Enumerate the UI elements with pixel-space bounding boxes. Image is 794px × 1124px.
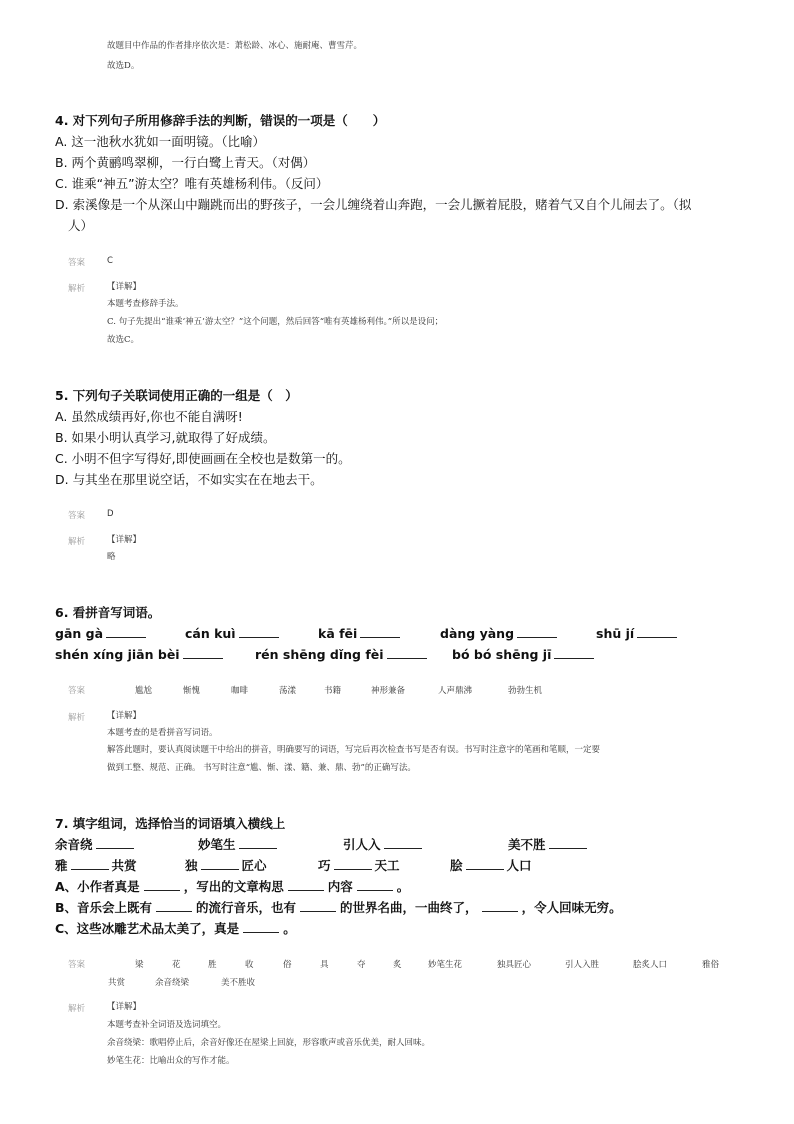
q7-answer-11: 引人入胜 — [565, 960, 600, 970]
q6-answer-1: 尴尬 — [135, 686, 153, 696]
q7-blank-3[interactable] — [384, 837, 422, 849]
q4-answer-label: 答案 — [68, 258, 86, 268]
q7-word-1: 余音绕 — [55, 837, 134, 853]
q7-answer-12: 脍炙人口 — [633, 960, 668, 970]
q6-answer-7: 人声鼎沸 — [438, 686, 473, 696]
q7-answer-13: 雅俗 — [702, 960, 720, 970]
q6-analysis-3: 解答此题时，要认真阅读题干中给出的拼音，明确要写的词语，写完后再次检查书写是否有误。书写时注意字的笔画和笔顺，一定要 — [107, 745, 601, 755]
q6-analysis-2: 本题考查的是看拼音写词语。 — [107, 728, 218, 738]
q6-pinyin-1: gān gà — [55, 626, 146, 641]
q6-answer-4: 荡漾 — [279, 686, 297, 696]
q6-answer-5: 书籍 — [324, 686, 342, 696]
q7-analysis-1: 【详解】 — [107, 1002, 142, 1012]
q6-pinyin-7: rén shēng dǐng fèi — [255, 647, 427, 662]
q6-answer-6: 神形兼备 — [371, 686, 406, 696]
q7-word-6: 独 匠心 — [185, 858, 267, 873]
q7-sentence-b-blank-1[interactable] — [156, 900, 192, 912]
q7-analysis-3: 余音绕梁：歌唱停止后，余音好像还在屋梁上回旋，形容歌声或音乐优美，耐人回味。 — [107, 1038, 431, 1048]
q7-answer-10: 独具匠心 — [497, 960, 532, 970]
q6-answer-2: 惭愧 — [183, 686, 201, 696]
q7-sentence-a-blank-1[interactable] — [144, 879, 180, 891]
q5-option-c: C. 小明不但字写得好,即使画画在全校也是数第一的。 — [55, 451, 351, 466]
q6-blank-6[interactable] — [183, 647, 223, 659]
q7-blank-1[interactable] — [96, 837, 134, 849]
q7-blank-8[interactable] — [466, 858, 504, 870]
q7-blank-5[interactable] — [71, 858, 109, 870]
prev-analysis-line-1: 故题目中作品的作者排序依次是：萧松龄、冰心、施耐庵、曹雪芹。 — [107, 41, 363, 51]
q7-answer-5: 俗 — [283, 960, 292, 970]
q7-answer-4: 收 — [245, 960, 254, 970]
q5-option-a: A. 虽然成绩再好,你也不能自满呀! — [55, 409, 243, 424]
q7-title: 7. 填字组词，选择恰当的词语填入横线上 — [55, 816, 286, 831]
q7-sentence-b-blank-2[interactable] — [300, 900, 336, 912]
q6-answer-label: 答案 — [68, 686, 86, 696]
q5-analysis-1: 【详解】 — [107, 535, 142, 545]
q4-analysis-label: 解析 — [68, 284, 86, 294]
q5-answer: D — [107, 509, 114, 519]
q6-blank-7[interactable] — [387, 647, 427, 659]
q6-pinyin-2: cán kuì — [185, 626, 279, 641]
q7-answer-15: 余音绕梁 — [155, 978, 190, 988]
q7-word-3: 引人入 — [343, 837, 422, 853]
q5-analysis-2: 略 — [107, 552, 116, 562]
q4-analysis-2: 本题考查修辞手法。 — [107, 299, 184, 309]
q6-blank-8[interactable] — [554, 647, 594, 659]
q7-answer-14: 共赏 — [108, 978, 126, 988]
q7-word-8: 脍 人口 — [450, 858, 532, 873]
q6-pinyin-3: kā fēi — [318, 626, 400, 641]
q4-title: 4. 对下列句子所用修辞手法的判断，错误的一项是（ ） — [55, 113, 386, 128]
q6-blank-2[interactable] — [239, 626, 279, 638]
q6-analysis-1: 【详解】 — [107, 711, 142, 721]
q7-sentence-a-blank-2[interactable] — [288, 879, 324, 891]
q4-option-d: D. 索溪像是一个从深山中蹦跳而出的野孩子，一会儿缠绕着山奔跑，一会儿撅着屁股，赌着气又自个儿闹去了。（拟 — [55, 197, 692, 212]
q5-title: 5. 下列句子关联词使用正确的一组是（ ） — [55, 388, 298, 403]
q6-blank-5[interactable] — [637, 626, 677, 638]
q5-analysis-label: 解析 — [68, 537, 86, 547]
q7-answer-1: 梁 — [135, 960, 144, 970]
q7-word-5: 雅 共赏 — [55, 858, 137, 873]
q6-analysis-4: 做到工整、规范、正确。 书写时注意“尴、惭、漾、籍、兼、鼎、勃”的正确写法。 — [107, 763, 416, 773]
q4-analysis-4: 故选C。 — [107, 335, 140, 345]
q7-blank-4[interactable] — [549, 837, 587, 849]
q4-option-c: C. 谁乘“神五”游太空？唯有英雄杨利伟。（反问） — [55, 176, 329, 191]
q7-word-7: 巧 天工 — [318, 858, 400, 873]
q4-option-b: B. 两个黄鹂鸣翠柳，一行白鹭上青天。（对偶） — [55, 155, 316, 170]
q7-word-4: 美不胜 — [508, 837, 587, 853]
q6-blank-3[interactable] — [360, 626, 400, 638]
q4-analysis-3: C. 句子先提出“谁乘‘神五’游太空？”这个问题，然后回答“唯有英雄杨利伟。”所以是设问； — [107, 317, 444, 327]
q7-word-2: 妙笔生 — [198, 837, 277, 853]
q7-blank-7[interactable] — [334, 858, 372, 870]
q7-answer-3: 胜 — [208, 960, 217, 970]
q5-answer-label: 答案 — [68, 511, 86, 521]
q6-title: 6. 看拼音写词语。 — [55, 605, 161, 620]
q6-pinyin-6: shén xíng jiān bèi — [55, 647, 223, 662]
q7-answer-6: 具 — [320, 960, 329, 970]
q7-sentence-c: C、这些冰雕艺术品太美了，真是 。 — [55, 921, 296, 936]
q7-sentence-b-blank-3[interactable] — [482, 900, 518, 912]
q7-analysis-2: 本题考查补全词语及选词填空。 — [107, 1020, 227, 1030]
q6-analysis-label: 解析 — [68, 713, 86, 723]
q6-pinyin-8: bó bó shēng jī — [452, 647, 594, 662]
q5-option-b: B. 如果小明认真学习,就取得了好成绩。 — [55, 430, 276, 445]
prev-analysis-line-2: 故选D。 — [107, 61, 140, 71]
q6-blank-4[interactable] — [517, 626, 557, 638]
q7-sentence-c-blank-1[interactable] — [243, 921, 279, 933]
q7-sentence-b: B、音乐会上既有 的流行音乐，也有 的世界名曲，一曲终了， ，令人回味无穷。 — [55, 900, 622, 915]
q7-analysis-4: 妙笔生花：比喻出众的写作才能。 — [107, 1056, 235, 1066]
q7-answer-label: 答案 — [68, 960, 86, 970]
q4-option-a: A. 这一池秋水犹如一面明镜。（比喻） — [55, 134, 266, 149]
q5-option-d: D. 与其坐在那里说空话，不如实实在在地去干。 — [55, 472, 323, 487]
q7-sentence-a: A、小作者真是 ，写出的文章构思 内容 。 — [55, 879, 410, 894]
q6-pinyin-5: shū jí — [596, 626, 677, 641]
q7-answer-9: 妙笔生花 — [428, 960, 463, 970]
q7-answer-16: 美不胜收 — [221, 978, 256, 988]
q6-pinyin-4: dàng yàng — [440, 626, 557, 641]
q4-option-d-cont: 人） — [68, 218, 94, 233]
q6-blank-1[interactable] — [106, 626, 146, 638]
q7-blank-6[interactable] — [201, 858, 239, 870]
q7-answer-8: 炙 — [393, 960, 402, 970]
q7-answer-2: 花 — [172, 960, 181, 970]
q7-analysis-label: 解析 — [68, 1004, 86, 1014]
q7-answer-7: 夺 — [357, 960, 366, 970]
q7-blank-2[interactable] — [239, 837, 277, 849]
q4-answer: C — [107, 256, 113, 266]
q4-analysis-1: 【详解】 — [107, 282, 142, 292]
q6-answer-8: 勃勃生机 — [508, 686, 543, 696]
q7-sentence-a-blank-3[interactable] — [357, 879, 393, 891]
q6-answer-3: 咖啡 — [231, 686, 249, 696]
